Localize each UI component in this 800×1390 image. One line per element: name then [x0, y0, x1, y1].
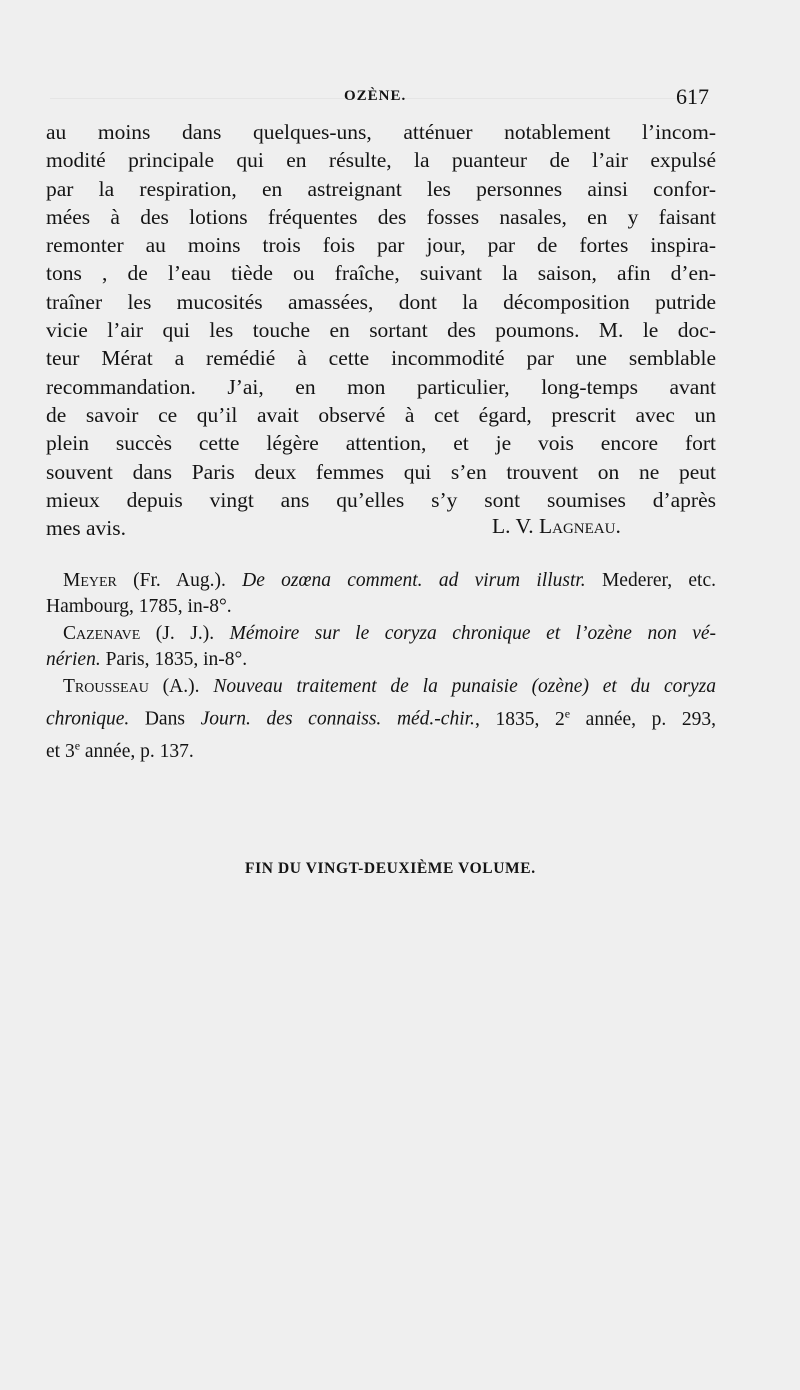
citation-text: (J. J.).: [140, 623, 230, 644]
author-name: Trousseau: [63, 676, 149, 697]
body-line: au moins dans quelques-uns, atténuer notablement l’incom-: [46, 120, 716, 144]
work-title: chronique.: [46, 708, 130, 730]
citation-text: Mederer, etc.: [585, 570, 716, 591]
running-head: [0, 84, 800, 114]
closing-line: FIN DU VINGT-DEUXIÈME VOLUME.: [245, 860, 536, 877]
bibliography-line: [46, 647, 716, 673]
bibliography-entry: [46, 674, 716, 765]
body-line: par la respiration, en astreignant les personnes ainsi confor-: [46, 176, 716, 201]
body-line: tons , de l’eau tiède ou fraîche, suivant la saison, afin d’en-: [46, 261, 716, 286]
citation-text: Paris, 1835, in-8°.: [100, 649, 248, 670]
bibliography-entry: [46, 621, 716, 673]
citation-text: , 1835, 2e année, p. 293,: [474, 706, 717, 730]
citation-text: et 3e année, p. 137.: [46, 738, 194, 762]
body-line: mieux depuis vingt ans qu’elles s’y sont soumises d’après: [46, 487, 716, 512]
work-title: De ozœna comment. ad virum illustr.: [242, 570, 586, 591]
body-line: teur Mérat a remédié à cette incommodité par une semblable: [46, 346, 716, 371]
body-paragraph: [46, 118, 716, 542]
running-title: OZÈNE.: [344, 88, 407, 104]
bibliography-line: [46, 621, 716, 647]
citation-text: Dans: [129, 708, 201, 730]
body-line: traîner les mucosités amassées, dont la décomposition putride: [46, 289, 716, 314]
bibliography-entry: [46, 568, 716, 620]
citation-text: (A.).: [148, 676, 214, 697]
body-line: mées à des lotions fréquentes des fosses nasales, en y faisant: [46, 204, 716, 229]
citation-text: (Fr. Aug.).: [116, 570, 243, 591]
body-line: souvent dans Paris deux femmes qui s’en trouvent on ne peut: [46, 459, 716, 484]
author-name: Meyer: [63, 570, 117, 591]
body-line: recommandation. J’ai, en mon particulier, long-temps avant: [46, 374, 716, 399]
bibliography-line: [46, 733, 716, 766]
body-line: de savoir ce qu’il avait observé à cet égard, prescrit avec un: [46, 402, 716, 427]
citation-text: Hambourg, 1785, in-8°.: [46, 596, 232, 617]
author-name: Cazenave: [63, 623, 141, 644]
page-number: 617: [676, 84, 709, 109]
work-title: Nouveau traitement de la punaisie (ozène) et du coryza: [213, 676, 716, 697]
work-title: Journ. des connaiss. méd.-chir.: [200, 708, 475, 730]
bibliography-line: [46, 674, 716, 700]
bibliography-line: [46, 568, 716, 594]
bibliography-line: [46, 594, 716, 620]
body-line: vicie l’air qui les touche en sortant des poumons. M. le doc-: [46, 318, 716, 343]
bibliography-line: [46, 700, 716, 733]
bibliography: [46, 568, 716, 766]
author-signature: [492, 514, 621, 539]
body-line: remonter au moins trois fois par jour, par de fortes inspira-: [46, 233, 716, 258]
body-line: mes avis.: [46, 516, 127, 541]
work-title: nérien.: [46, 649, 101, 670]
work-title: Mémoire sur le coryza chronique et l’ozène non vé-: [229, 623, 716, 644]
body-line: plein succès cette légère attention, et je vois encore fort: [46, 431, 716, 456]
signature-text: L. V. Lagneau.: [492, 514, 621, 538]
body-line: modité principale qui en résulte, la puanteur de l’air expulsé: [46, 148, 716, 173]
